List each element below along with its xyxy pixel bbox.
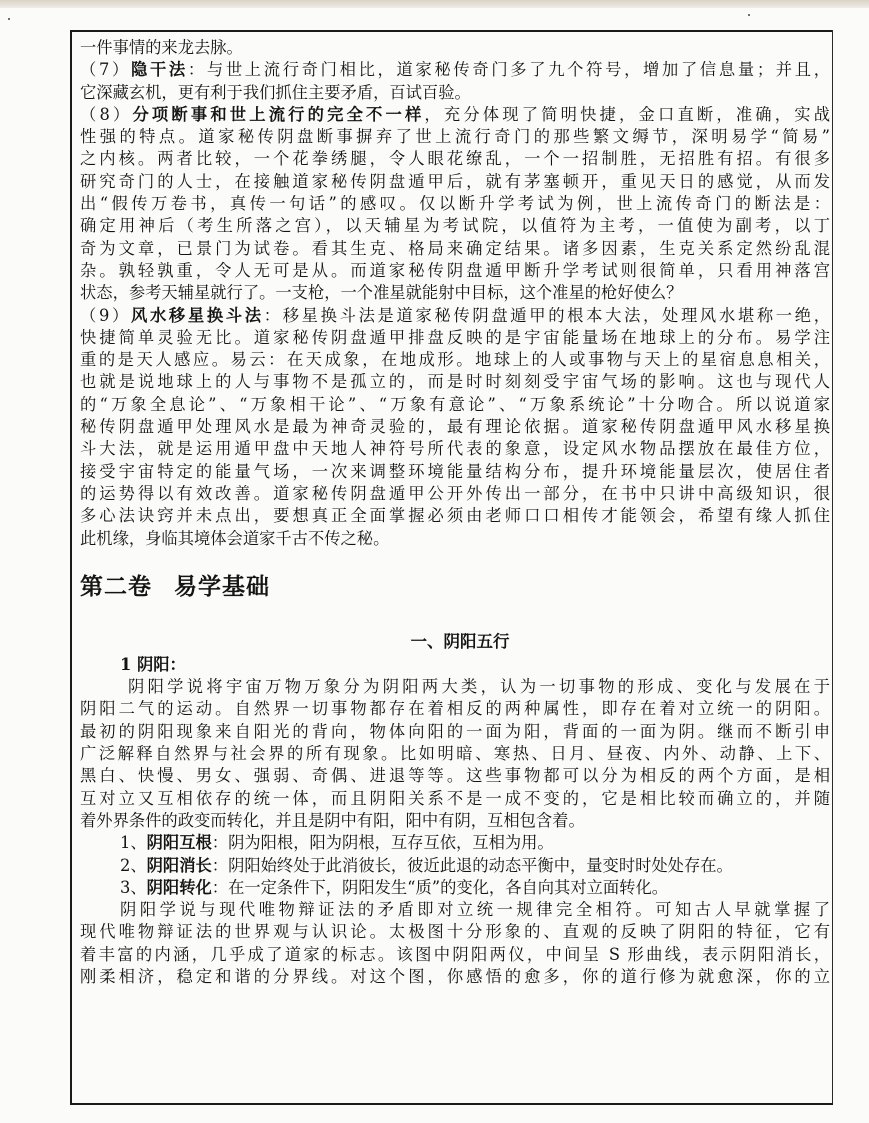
text-line: 刚柔相济，稳定和谐的分界线。对这个图，你感悟的愈多，你的道行修为就愈深，你的立 bbox=[80, 966, 830, 986]
volume-label: 第二卷 bbox=[80, 573, 152, 600]
scan-speck bbox=[8, 18, 10, 20]
text-line: 着外界条件的政变而转化，并且是阴中有阳，阳中有阴，互相包含着。 bbox=[80, 810, 585, 830]
volume-name: 易学基础 bbox=[174, 573, 270, 600]
point-heading: 阴阳转化 bbox=[146, 877, 212, 897]
text-line: 它深藏玄机，更有利于我们抓住主要矛盾，百试百验。 bbox=[80, 82, 471, 102]
scan-speck bbox=[748, 14, 750, 16]
text-line: 此机缘，身临其境体会道家千古不传之秘。 bbox=[80, 528, 390, 548]
item-heading: 风水移星换斗法 bbox=[130, 305, 264, 325]
point-heading: 阴阳互根 bbox=[146, 833, 212, 853]
text-line: 确定用神后（考生所落之宫），以天辅星为考试院，以值符为主考，一值使为副考，以丁 bbox=[80, 216, 830, 236]
point-3 bbox=[80, 877, 830, 899]
text-line: 杂。孰轻孰重，令人无可是从。而道家秘传阴盘遁甲断升学考试则很简单，只看用神落宫 bbox=[80, 260, 830, 280]
text-line: 重的是天人感应。易云：在天成象，在地成形。地球上的人或事物与天上的星宿息息相关， bbox=[80, 350, 830, 370]
item-9 bbox=[80, 305, 830, 327]
text-line: 黑白、快慢、男女、强弱、奇偶、进退等等。这些事物都可以分为相反的两个方面，是相 bbox=[80, 766, 830, 786]
text-line: 快捷简单灵验无比。道家秘传阴盘遁甲排盘反映的是宇宙能量场在地球上的分布。易学注 bbox=[80, 327, 830, 347]
item-heading: 隐干法 bbox=[130, 60, 188, 80]
spacer bbox=[80, 550, 830, 570]
text-line: 阴阳学说将宇宙万物万象分为阴阳两大类，认为一切事物的形成、变化与发展在于 bbox=[128, 677, 830, 697]
text-line: 着丰富的内涵，几乎成了道家的标志。该图中阴阳两仪，中间呈 S 形曲线，表示阴阳消长， bbox=[80, 944, 830, 964]
item-number: （8） bbox=[80, 104, 133, 124]
point-text: ：在一定条件下，阴阳发生“质”的变化，各自向其对立面转化。 bbox=[211, 877, 669, 897]
text-line: 研究奇门的人士，在接触道家秘传阴盘遁甲后，就有茅塞顿开，重见天日的感觉，从而发 bbox=[80, 171, 830, 191]
item-text: ：与世上流行奇门相比，道家秘传奇门多了九个符号，增加了信息量；并且， bbox=[187, 60, 830, 80]
frame-left-rule bbox=[70, 30, 72, 1103]
text-line: 出“假传万卷书，真传一句话”的感叹。仅以断升学考试为例，世上流传奇门的断法是： bbox=[80, 194, 830, 214]
text-line: 也就是说地球上的人与事物不是孤立的，而是时时刻刻受宇宙气场的影响。这也与现代人 bbox=[80, 372, 830, 392]
item-7 bbox=[80, 59, 830, 81]
text-line: 阴阳学说与现代唯物辩证法的矛盾即对立统一规律完全相符。可知古人早就掌握了 bbox=[120, 900, 830, 920]
item-text: ，充分体现了简明快捷，金口直断，准确，实战 bbox=[424, 104, 830, 124]
text-line: 阴阳二气的运动。自然界一切事物都存在着相反的两种属性，即存在着对立统一的阴阳。 bbox=[80, 699, 830, 719]
volume-heading bbox=[80, 570, 830, 604]
item-8 bbox=[80, 104, 830, 126]
text-line: 接受宇宙特定的能量气场，一次来调整环境能量结构分布，提升环境能量层次，使居住者 bbox=[80, 461, 830, 481]
text-line: 多心法诀窍并未点出，要想真正全面掌握必须由老师口口相传才能领会，希望有缘人抓住 bbox=[80, 506, 830, 526]
page-top-edge bbox=[0, 0, 869, 8]
text-line: 的“万象全息论”、“万象相干论”、“万象有意论”、“万象系统论”十分吻合。所以说道家 bbox=[80, 394, 830, 414]
text-line: 斗大法，就是运用遁甲盘中天地人神符号所代表的象意，设定风水物品摆放在最佳方位， bbox=[80, 439, 830, 459]
item-heading: 分项断事和世上流行的完全不一样 bbox=[132, 104, 425, 124]
point-text: ：阴阳始终处于此消彼长，彼近此退的动态平衡中，量变时时处处存在。 bbox=[211, 855, 733, 875]
text-line: 一件事情的来龙去脉。 bbox=[80, 38, 243, 57]
page-body bbox=[80, 37, 830, 988]
text-line: 广泛解释自然界与社会界的所有现象。比如明暗、寒热、日月、昼夜、内外、动静、上下、 bbox=[80, 744, 830, 764]
text-line: 最初的阴阳现象来自阳光的背向，物体向阳的一面为阳，背面的一面为阴。继而不断引申 bbox=[80, 721, 830, 741]
frame-bottom-rule bbox=[70, 1103, 833, 1105]
point-number: 1、 bbox=[120, 833, 147, 853]
text-line: 的运势得以有效改善。道家秘传阴盘遁甲公开外传出一部分，在书中只讲中高级知识，很 bbox=[80, 483, 830, 503]
frame-right-rule bbox=[832, 30, 833, 1103]
subsection-title: 1 阴阳： bbox=[120, 654, 186, 674]
section-title: 一、阴阳五行 bbox=[410, 631, 510, 651]
spacer bbox=[80, 604, 830, 630]
item-number: （9） bbox=[80, 305, 131, 325]
text-line: 现代唯物辩证法的世界观与认识论。太极图十分形象的、直观的反映了阴阳的特征，它有 bbox=[80, 922, 830, 942]
text-line: 奇为文章，已景门为试卷。看其生克、格局来确定结果。诸多因素，生克关系定然纷乱混 bbox=[80, 238, 830, 258]
point-number: 2、 bbox=[120, 855, 147, 875]
point-heading: 阴阳消长 bbox=[146, 855, 212, 875]
text-line: 之内核。两者比较，一个花拳绣腿，令人眼花缭乱，一个一招制胜，无招胜有招。有很多 bbox=[80, 149, 830, 169]
point-2 bbox=[80, 855, 830, 877]
item-number: （7） bbox=[80, 60, 131, 80]
item-text: ：移星换斗法是道家秘传阴盘遁甲的根本大法，处理风水堪称一绝， bbox=[263, 305, 830, 325]
text-line: 性强的特点。道家秘传阴盘断事摒弃了世上流行奇门的那些繁文缛节，深明易学“简易” bbox=[80, 127, 830, 147]
point-1 bbox=[80, 832, 830, 854]
text-line: 状态，参考天辅星就行了。一支枪，一个准星就能射中目标，这个准星的枪好使么？ bbox=[80, 283, 683, 303]
frame-top-rule bbox=[70, 30, 832, 32]
text-line: 互对立又互相依存的统一体，而且阴阳关系不是一成不变的，它是相比较而确立的，并随 bbox=[80, 788, 830, 808]
point-number: 3、 bbox=[120, 877, 147, 897]
point-text: ：阴为阳根，阳为阴根，互存互依，互相为用。 bbox=[211, 833, 554, 853]
text-line: 秘传阴盘遁甲处理风水是最为神奇灵验的，最有理论依据。道家秘传阴盘遁甲风水移星换 bbox=[80, 417, 830, 437]
